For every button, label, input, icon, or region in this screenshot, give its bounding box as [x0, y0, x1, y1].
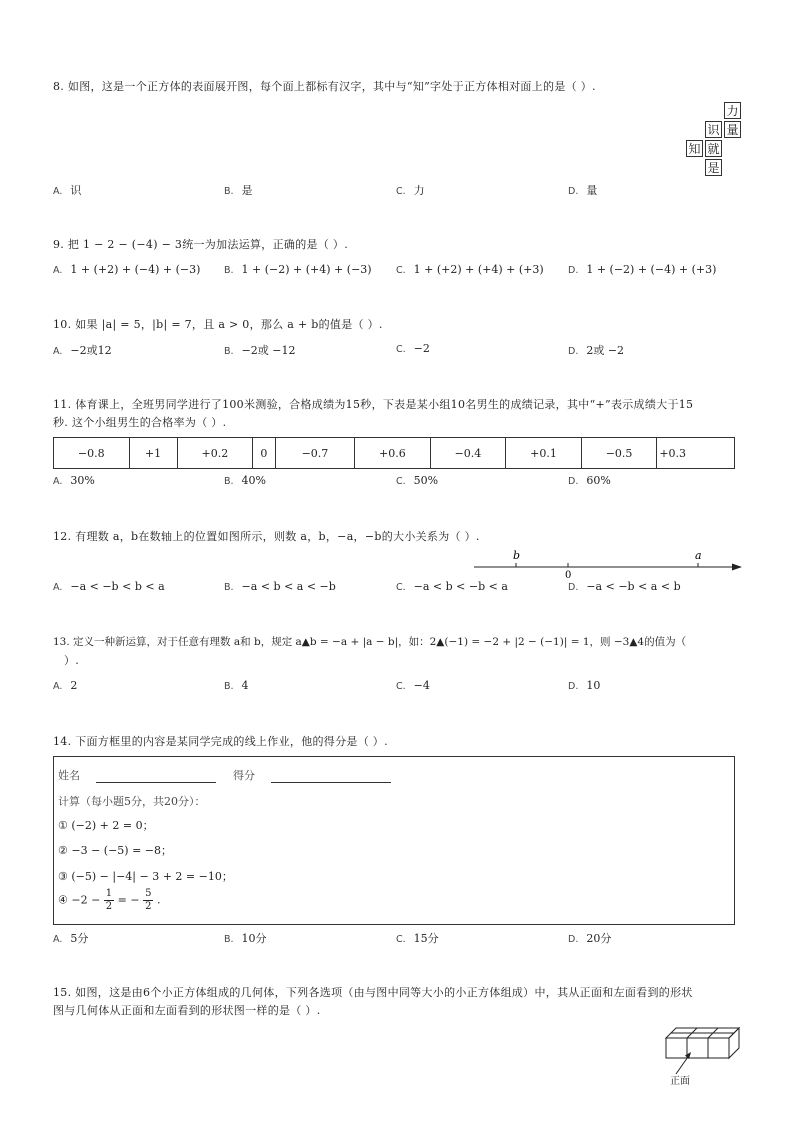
q10-option-b[interactable]: B. −2或 −12 — [224, 344, 296, 357]
q13-option-d[interactable]: D. 10 — [568, 679, 601, 692]
frac-den: 2 — [105, 901, 113, 912]
frac-num: 5 — [145, 888, 152, 899]
hw-item-4-mid: = − — [117, 893, 140, 907]
arrow-icon — [732, 564, 742, 571]
frac-num: 1 — [105, 888, 113, 899]
q13-option-b[interactable]: B. 4 — [224, 679, 249, 692]
question-13-text-line2: ）. — [64, 654, 80, 667]
question-12-text: 12. 有理数 a，b在数轴上的位置如图所示，则数 a，b，−a，−b的大小关系为（ ）. — [53, 530, 480, 543]
q14-option-b[interactable]: B. 10分 — [224, 932, 267, 945]
q9-option-a[interactable]: A. 1 + (+2) + (−4) + (−3) — [53, 263, 201, 276]
question-14-text: 14. 下面方框里的内容是某同学完成的线上作业，他的得分是（ ）. — [53, 735, 388, 748]
net-cell-shi2: 是 — [705, 159, 722, 176]
name-label: 姓名 — [58, 769, 80, 782]
hw-item-3: ③ (−5) − |−4| − 3 + 2 = −10； — [58, 870, 233, 883]
hw-item-4 — [58, 888, 160, 913]
net-cell-jiu: 就 — [705, 140, 722, 157]
score-table — [53, 437, 735, 469]
question-9-text: 9. 把 1 − 2 − (−4) − 3统一为加法运算，正确的是（ ）. — [53, 238, 349, 251]
q8-option-b[interactable]: B. 是 — [224, 184, 253, 197]
q10-option-c[interactable]: C. −2 — [396, 342, 430, 355]
score-cell: +1 — [129, 438, 177, 469]
q12-option-b[interactable]: B. −a < b < a < −b — [224, 580, 336, 593]
score-cell: −0.4 — [430, 438, 506, 469]
question-13-text-line1: 13. 定义一种新运算，对于任意有理数 a和 b，规定 a▲b = −a + |a − b|，如：2▲(−1) = −2 + |2 − (−1)| = 1，则 −3▲4的值为（ — [53, 636, 687, 648]
q14-option-d[interactable]: D. 20分 — [568, 932, 612, 945]
q11-option-d[interactable]: D. 60% — [568, 474, 611, 487]
question-15-text-line1: 15. 如图，这是由6个小正方体组成的几何体，下列各选项（由与图中同等大小的小正方体组成）中，其从正面和左面看到的形状 — [53, 986, 693, 999]
net-cell-zhi: 知 — [686, 140, 703, 157]
q11-option-a[interactable]: A. 30% — [53, 474, 95, 487]
q13-option-c[interactable]: C. −4 — [396, 679, 430, 692]
label-a: a — [695, 549, 702, 562]
q9-option-b[interactable]: B. 1 + (−2) + (+4) + (−3) — [224, 263, 372, 276]
question-8-text: 8. 如图，这是一个正方体的表面展开图，每个面上都标有汉字，其中与“知”字处于正方体相对面上的是（ ）. — [53, 80, 596, 93]
homework-box — [53, 756, 735, 925]
q12-option-c[interactable]: C. −a < b < −b < a — [396, 580, 508, 593]
fraction-one-half — [104, 888, 114, 913]
score-blank — [271, 770, 391, 783]
question-15-text-line2: 图与几何体从正面和左面看到的形状图一样的是（ ）. — [53, 1004, 321, 1017]
score-label: 得分 — [233, 769, 255, 782]
q10-option-a[interactable]: A. −2或12 — [53, 344, 112, 357]
score-cell: 0 — [253, 438, 276, 469]
question-11-text-line2: 秒. 这个小组男生的合格率为（ ）. — [53, 416, 227, 429]
q13-option-a[interactable]: A. 2 — [53, 679, 78, 692]
q9-option-c[interactable]: C. 1 + (+2) + (+4) + (+3) — [396, 263, 544, 276]
net-cell-shi: 识 — [705, 121, 722, 138]
hw-item-2: ② −3 − (−5) = −8； — [58, 844, 173, 857]
q12-option-a[interactable]: A. −a < −b < b < a — [53, 580, 165, 593]
calc-title: 计算（每小题5分，共20分）： — [58, 795, 206, 808]
score-cell: −0.5 — [581, 438, 657, 469]
name-blank — [96, 770, 216, 783]
question-10-text: 10. 如果 |a| = 5，|b| = 7，且 a > 0，那么 a + b的值是（ ）. — [53, 318, 383, 331]
frac-den: 2 — [145, 901, 152, 912]
q10-option-d[interactable]: D. 2或 −2 — [568, 344, 625, 357]
hw-item-1: ① (−2) + 2 = 0； — [58, 819, 154, 832]
q14-option-c[interactable]: C. 15分 — [396, 932, 439, 945]
cube-stack-drawing — [666, 1028, 739, 1074]
score-cell: +0.3 — [657, 438, 735, 469]
name-score-row — [58, 767, 391, 783]
net-cell-li: 力 — [724, 102, 741, 119]
cube-stack-figure — [660, 1022, 750, 1090]
q11-option-c[interactable]: C. 50% — [396, 474, 439, 487]
q12-option-d[interactable]: D. −a < −b < a < b — [568, 580, 681, 593]
score-cell: +0.6 — [355, 438, 431, 469]
q9-option-d[interactable]: D. 1 + (−2) + (−4) + (+3) — [568, 263, 717, 276]
hw-item-4-prefix: ④ −2 − — [58, 893, 101, 907]
label-zero: 0 — [565, 570, 572, 581]
q8-option-a[interactable]: A. 识 — [53, 184, 82, 197]
q8-option-d[interactable]: D. 量 — [568, 184, 598, 197]
net-cell-liang: 量 — [724, 121, 741, 138]
q14-option-a[interactable]: A. 5分 — [53, 932, 89, 945]
question-11-text-line1: 11. 体育课上，全班男同学进行了100米测验，合格成绩为15秒，下表是某小组10名男生的成绩记录，其中“+”表示成绩大于15 — [53, 398, 694, 411]
front-label: 正面 — [670, 1076, 690, 1087]
score-cell: −0.7 — [275, 438, 354, 469]
hw-item-4-end: . — [156, 893, 161, 907]
q8-option-c[interactable]: C. 力 — [396, 184, 425, 197]
table-row — [54, 438, 735, 469]
score-cell: +0.2 — [177, 438, 253, 469]
score-cell: −0.8 — [54, 438, 130, 469]
score-cell: +0.1 — [506, 438, 582, 469]
label-b: b — [513, 549, 521, 562]
q11-option-b[interactable]: B. 40% — [224, 474, 266, 487]
number-line — [470, 545, 750, 581]
fraction-five-half — [143, 888, 153, 913]
